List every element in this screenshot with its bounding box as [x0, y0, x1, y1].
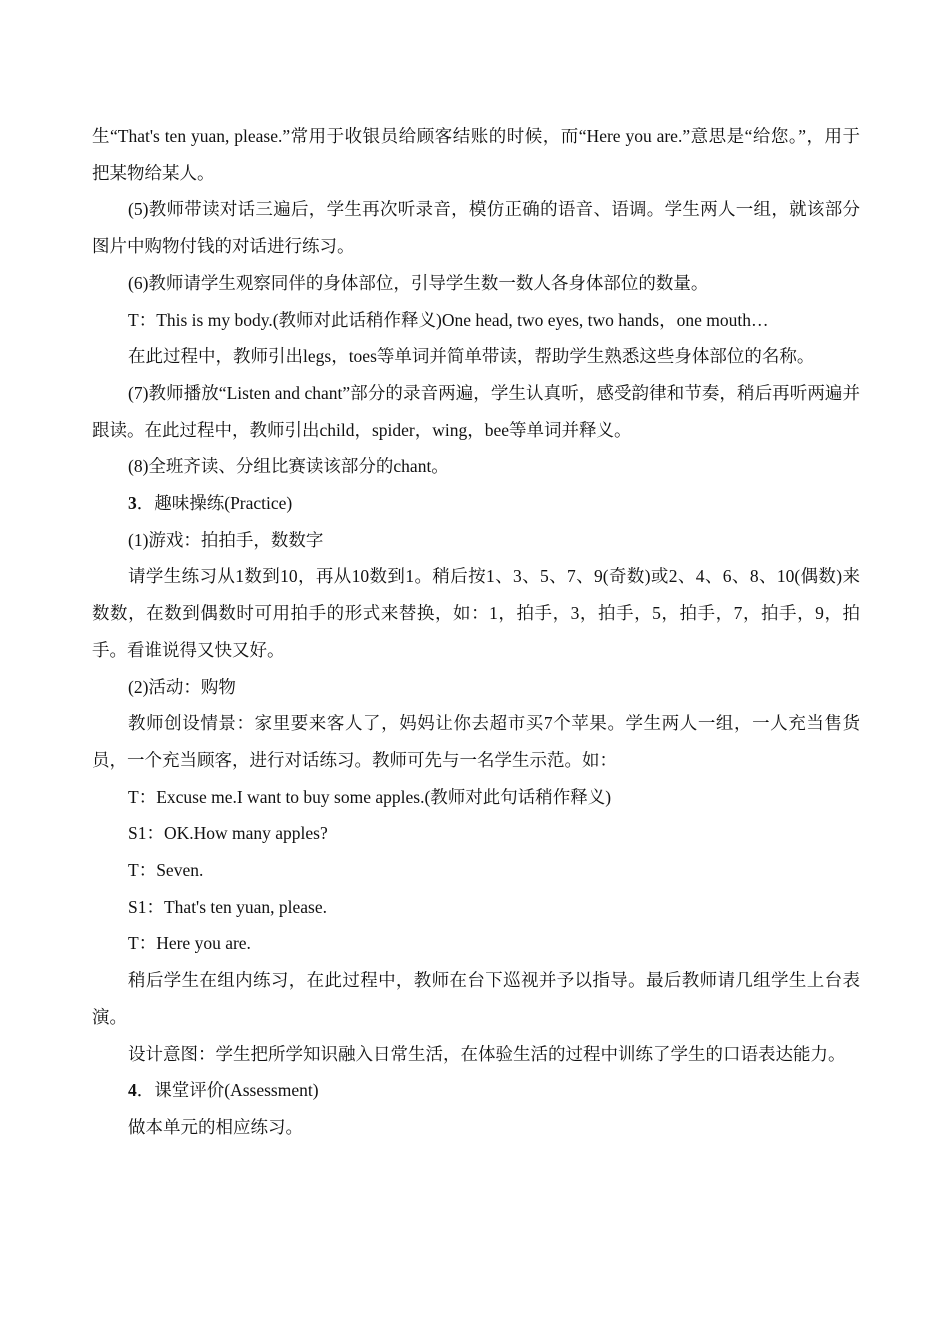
dialogue-line: T：Seven.	[128, 860, 204, 881]
dialogue-line: S1：OK.How many apples?	[128, 823, 328, 844]
paragraph-step-7: (7)教师播放“Listen and chant”部分的录音两遍，学生认真听，感受韵律和节奏，稍后再听两遍并跟读。在此过程中，教师引出child，spider，wing，bee等单词并释义。	[92, 382, 860, 440]
section-number: 3	[128, 493, 137, 514]
dialogue-line: T：Here you are.	[128, 933, 251, 954]
paragraph-step-6: (6)教师请学生观察同伴的身体部位，引导学生数一数人各身体部位的数量。	[128, 272, 709, 293]
paragraph-assessment-task: 做本单元的相应练习。	[128, 1116, 303, 1137]
section-heading-assessment	[92, 1072, 860, 1109]
document-page	[92, 118, 860, 1146]
section-title: ．课堂评价(Assessment)	[136, 1080, 319, 1101]
section-title: ．趣味操练(Practice)	[136, 493, 293, 514]
paragraph-teacher-body: T：This is my body.(教师对此话稍作释义)One head, two eyes, two hands，one mouth…	[128, 309, 769, 330]
paragraph-checkout-phrases: 生“That's ten yuan, please.”常用于收银员给顾客结账的时候，而“Here you are.”意思是“给您。”，用于把某物给某人。	[92, 126, 860, 183]
section-number: 4	[128, 1080, 137, 1101]
paragraph-group-practice: 稍后学生在组内练习，在此过程中，教师在台下巡视并予以指导。最后教师请几组学生上台表演。	[92, 970, 860, 1027]
paragraph-activity-title: (2)活动：购物	[128, 676, 236, 697]
paragraph-step-5: (5)教师带读对话三遍后，学生再次听录音，模仿正确的语音、语调。学生两人一组，就该部分图片中购物付钱的对话进行练习。	[92, 199, 860, 257]
paragraph-game-title: (1)游戏：拍拍手，数数字	[128, 529, 324, 550]
paragraph-body-words: 在此过程中，教师引出legs，toes等单词并简单带读，帮助学生熟悉这些身体部位的名称。	[128, 346, 815, 367]
paragraph-activity-scenario: 教师创设情景：家里要来客人了，妈妈让你去超市买7个苹果。学生两人一组，一人充当售货员，一个充当顾客，进行对话练习。教师可先与一名学生示范。如：	[92, 713, 860, 770]
section-heading-practice	[92, 485, 860, 522]
dialogue-line: S1：That's ten yuan, please.	[128, 896, 328, 917]
paragraph-design-intent: 设计意图：学生把所学知识融入日常生活，在体验生活的过程中训练了学生的口语表达能力。	[128, 1043, 846, 1064]
dialogue-line: T：Excuse me.I want to buy some apples.(教师对此句话稍作释义)	[128, 786, 612, 807]
paragraph-game-description: 请学生练习从1数到10，再从10数到1。稍后按1、3、5、7、9(奇数)或2、4、6、8、10(偶数)来数数，在数到偶数时可用拍手的形式来替换，如：1，拍手，3，拍手，5，拍手，7，拍手，9，拍手。看谁说得又快又好。	[92, 566, 860, 660]
paragraph-step-8: (8)全班齐读、分组比赛读该部分的chant。	[128, 456, 449, 477]
